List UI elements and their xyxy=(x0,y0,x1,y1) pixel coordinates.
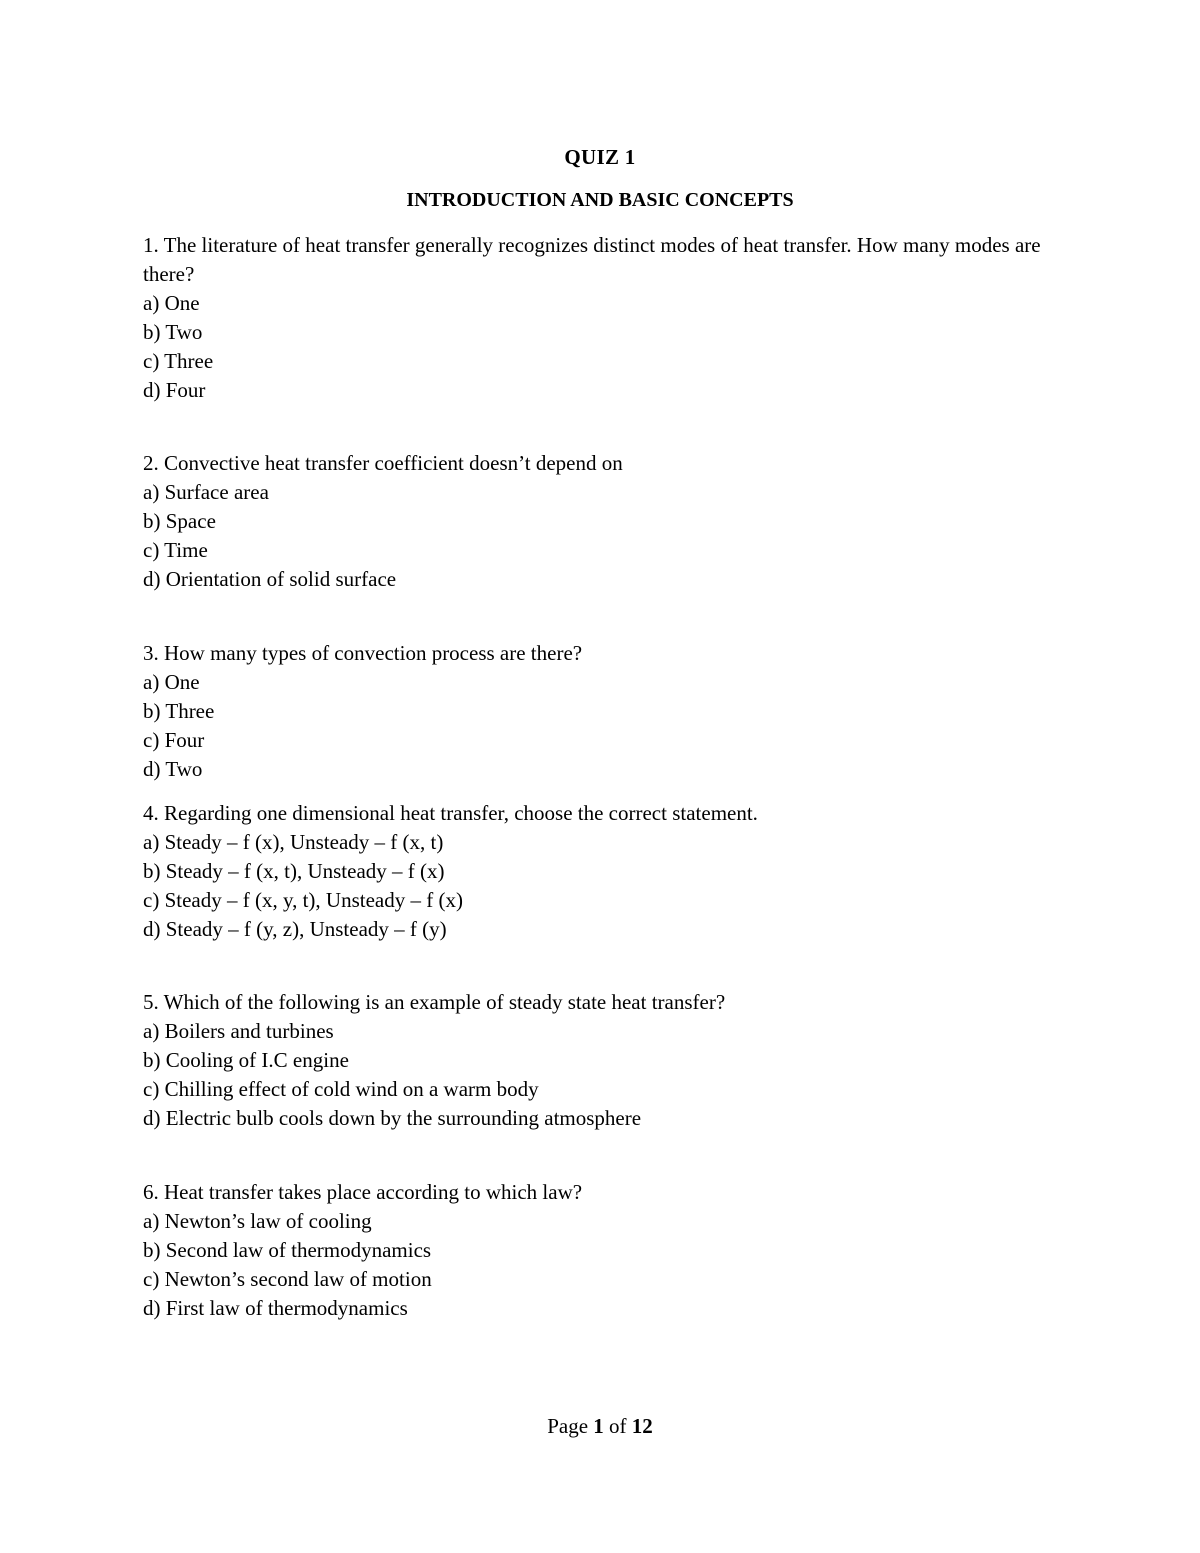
question-4-option-d: d) Steady – f (y, z), Unsteady – f (y) xyxy=(143,917,447,941)
question-2-option-b: b) Space xyxy=(143,509,216,533)
question-3-option-a: a) One xyxy=(143,670,200,694)
question-1-text: 1. The literature of heat transfer generally recognizes distinct modes of heat transfer. How many modes are there? xyxy=(143,233,1041,286)
page-number-footer xyxy=(0,1411,1200,1441)
question-4-option-a: a) Steady – f (x), Unsteady – f (x, t) xyxy=(143,830,444,854)
question-3-option-c: c) Four xyxy=(143,728,205,752)
question-2-text: 2. Convective heat transfer coefficient doesn’t depend on xyxy=(143,451,623,475)
question-6-option-b: b) Second law of thermodynamics xyxy=(143,1238,432,1262)
question-6-option-d: d) First law of thermodynamics xyxy=(143,1296,408,1320)
question-2-option-d: d) Orientation of solid surface xyxy=(143,567,397,591)
page-current: 1 xyxy=(593,1414,604,1438)
question-2-option-a: a) Surface area xyxy=(143,480,269,504)
question-6-text: 6. Heat transfer takes place according to which law? xyxy=(143,1180,583,1204)
question-1-option-a: a) One xyxy=(143,291,200,315)
question-4-text: 4. Regarding one dimensional heat transfer, choose the correct statement. xyxy=(143,801,758,825)
question-1-option-d: d) Four xyxy=(143,378,206,402)
question-6-option-a: a) Newton’s law of cooling xyxy=(143,1209,372,1233)
question-6 xyxy=(143,1178,1063,1323)
question-5 xyxy=(143,988,1063,1133)
question-4-option-b: b) Steady – f (x, t), Unsteady – f (x) xyxy=(143,859,445,883)
question-1 xyxy=(143,231,1063,405)
question-5-option-b: b) Cooling of I.C engine xyxy=(143,1048,349,1072)
question-4 xyxy=(143,799,1063,944)
question-6-option-c: c) Newton’s second law of motion xyxy=(143,1267,432,1291)
of-word: of xyxy=(609,1414,627,1438)
question-3-option-d: d) Two xyxy=(143,757,203,781)
question-1-option-b: b) Two xyxy=(143,320,203,344)
question-5-option-c: c) Chilling effect of cold wind on a warm body xyxy=(143,1077,539,1101)
question-3-text: 3. How many types of convection process are there? xyxy=(143,641,583,665)
question-4-option-c: c) Steady – f (x, y, t), Unsteady – f (x) xyxy=(143,888,463,912)
question-5-option-d: d) Electric bulb cools down by the surrounding atmosphere xyxy=(143,1106,642,1130)
page-word: Page xyxy=(547,1414,589,1438)
question-2 xyxy=(143,449,1063,594)
question-3-option-b: b) Three xyxy=(143,699,215,723)
question-3 xyxy=(143,639,1063,784)
question-1-option-c: c) Three xyxy=(143,349,214,373)
quiz-title: QUIZ 1 xyxy=(564,145,636,169)
quiz-subtitle: INTRODUCTION AND BASIC CONCEPTS xyxy=(406,189,794,211)
question-2-option-c: c) Time xyxy=(143,538,208,562)
page-total: 12 xyxy=(631,1414,653,1438)
question-5-option-a: a) Boilers and turbines xyxy=(143,1019,334,1043)
question-5-text: 5. Which of the following is an example of steady state heat transfer? xyxy=(143,990,726,1014)
